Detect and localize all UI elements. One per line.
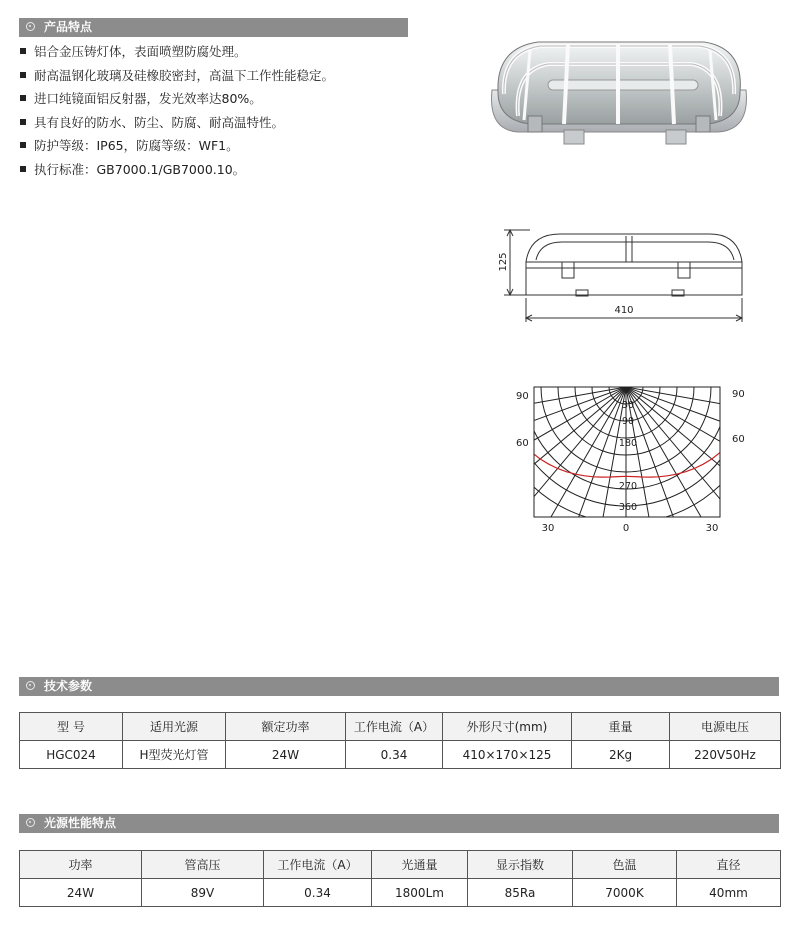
table-cell: 7000K xyxy=(573,879,677,907)
polar-radial-line xyxy=(626,387,752,508)
features-section-bar xyxy=(19,18,408,37)
table-header-cell: 重量 xyxy=(572,713,670,741)
table-cell: 410×170×125 xyxy=(443,741,572,769)
radial-value-label: 90 xyxy=(621,416,635,427)
table-header-cell: 工作电流（A） xyxy=(346,713,443,741)
radial-value-label: 30 xyxy=(621,400,635,411)
bottom-angle-label-center: 0 xyxy=(622,523,630,534)
polar-distribution-diagram xyxy=(508,383,752,535)
feature-item: 耐高温钢化玻璃及硅橡胶密封，高温下工作性能稳定。 xyxy=(20,68,334,92)
table-cell: 89V xyxy=(142,879,264,907)
light-source-table xyxy=(19,850,781,907)
spec-section-bar xyxy=(19,677,779,696)
product-photo xyxy=(478,20,760,160)
right-angle-label-60: 60 xyxy=(732,434,745,445)
bullet-square-icon xyxy=(20,72,26,78)
dimension-drawing xyxy=(490,222,752,324)
bullet-square-icon xyxy=(20,119,26,125)
table-header-cell: 工作电流（A） xyxy=(264,851,372,879)
table-header-cell: 型 号 xyxy=(20,713,123,741)
feature-item: 防护等级：IP65，防腐等级：WF1。 xyxy=(20,138,334,162)
table-header-cell: 光通量 xyxy=(372,851,468,879)
features-section-title: 产品特点 xyxy=(44,20,93,34)
table-cell: 1800Lm xyxy=(372,879,468,907)
table-header-cell: 适用光源 xyxy=(123,713,226,741)
table-cell: 40mm xyxy=(677,879,781,907)
gear-icon xyxy=(26,818,35,827)
height-dimension-label: 125 xyxy=(498,252,509,272)
radial-value-label: 180 xyxy=(618,438,638,449)
table-header-cell: 直径 xyxy=(677,851,781,879)
bullet-square-icon xyxy=(20,95,26,101)
polar-radial-line xyxy=(562,387,626,535)
table-cell: 0.34 xyxy=(346,741,443,769)
radial-value-label: 360 xyxy=(618,502,638,513)
right-angle-label-90: 90 xyxy=(732,389,745,400)
table-cell: H型荧光灯管 xyxy=(123,741,226,769)
table-header-row xyxy=(20,713,781,741)
table-cell: 24W xyxy=(20,879,142,907)
table-cell: 2Kg xyxy=(572,741,670,769)
feature-item: 铝合金压铸灯体，表面喷塑防腐处理。 xyxy=(20,44,334,68)
bullet-square-icon xyxy=(20,142,26,148)
feature-item: 执行标准：GB7000.1/GB7000.10。 xyxy=(20,162,334,186)
left-angle-label-60: 60 xyxy=(516,438,529,449)
table-header-cell: 功率 xyxy=(20,851,142,879)
feature-list xyxy=(20,44,334,185)
spec-section-title: 技术参数 xyxy=(44,679,93,693)
bullet-square-icon xyxy=(20,48,26,54)
table-header-cell: 色温 xyxy=(573,851,677,879)
feature-item: 具有良好的防水、防尘、防腐、耐高温特性。 xyxy=(20,115,334,139)
bottom-angle-label-right: 30 xyxy=(705,523,719,534)
table-header-row xyxy=(20,851,781,879)
spec-table xyxy=(19,712,781,769)
polar-radial-line xyxy=(626,387,720,535)
table-cell: 0.34 xyxy=(264,879,372,907)
table-row xyxy=(20,741,781,769)
light-section-bar xyxy=(19,814,779,833)
feature-item: 进口纯镜面铝反射器，发光效率达80%。 xyxy=(20,91,334,115)
table-cell: 24W xyxy=(226,741,346,769)
table-cell: HGC024 xyxy=(20,741,123,769)
width-dimension-label: 410 xyxy=(614,305,634,316)
polar-radial-line xyxy=(532,387,626,535)
bullet-square-icon xyxy=(20,166,26,172)
table-cell: 220V50Hz xyxy=(670,741,781,769)
table-cell: 85Ra xyxy=(468,879,573,907)
left-angle-label-90: 90 xyxy=(516,391,529,402)
gear-icon xyxy=(26,22,35,31)
radial-value-label: 270 xyxy=(618,481,638,492)
table-header-cell: 显示指数 xyxy=(468,851,573,879)
table-header-cell: 电源电压 xyxy=(670,713,781,741)
light-section-title: 光源性能特点 xyxy=(44,816,117,830)
table-header-cell: 外形尺寸(mm) xyxy=(443,713,572,741)
table-row xyxy=(20,879,781,907)
table-header-cell: 额定功率 xyxy=(226,713,346,741)
table-header-cell: 管高压 xyxy=(142,851,264,879)
bottom-angle-label-left: 30 xyxy=(541,523,555,534)
gear-icon xyxy=(26,681,35,690)
